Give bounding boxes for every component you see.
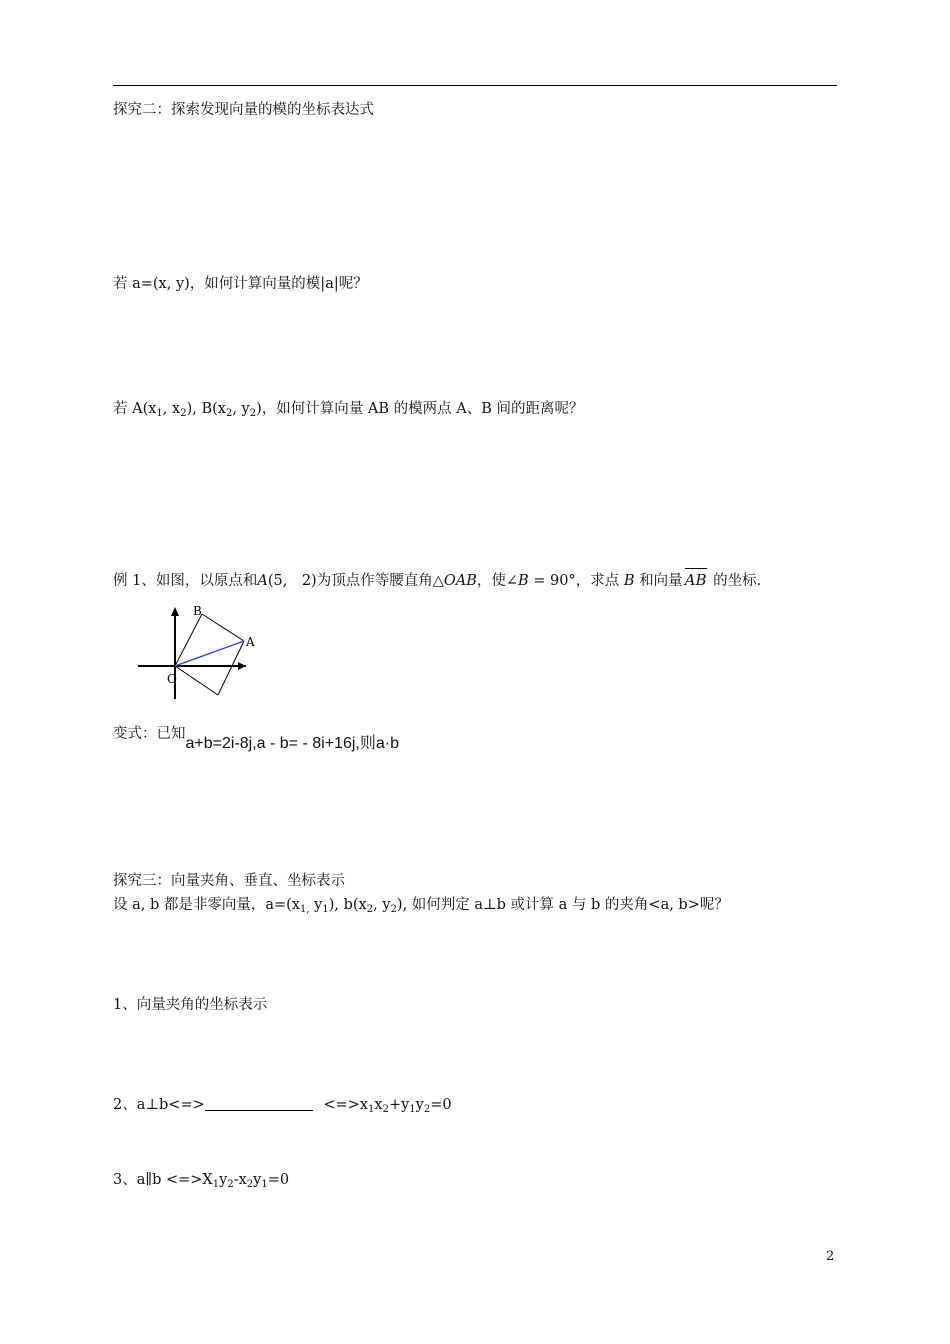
question-modulus: 若 a=(x, y)，如何计算向量的模|a|呢？	[113, 276, 368, 292]
vector-ab: AB	[684, 571, 707, 589]
section-heading-3: 探究三：向量夹角、垂直、坐标表示	[113, 873, 345, 889]
setup-question: 设 a, b 都是非零向量，$a=(x_{1,}$ $y_1$), $b(x_2$, $y_2$), 如何判定 a⊥b 或计算 a 与 b 的夹角<a, b>呢？	[113, 897, 729, 915]
section-heading-2: 探究二：探索发现向量的模的坐标表达式	[113, 102, 374, 118]
example-1: 例 1、如图，以原点和A(5, 2)为顶点作等腰直角△OAB，使∠B = 90°，求点 B 和向量 AB 的坐标.	[113, 571, 762, 589]
label-B: B	[193, 604, 202, 618]
example-figure	[138, 603, 268, 703]
segment-BA	[202, 614, 244, 641]
item-2: 2、a⊥b<=> $<=>x_1x_2+y_1y_2=0$	[113, 1097, 452, 1115]
answer-blank[interactable]	[205, 1096, 313, 1111]
item-3: 3、a∥b $<=>X_1y_2-x_2y_1=0$	[113, 1172, 290, 1190]
label-O: O	[167, 672, 177, 686]
y-axis-arrow	[171, 607, 179, 616]
page-number: 2	[826, 1249, 835, 1264]
variant-formula: a+b=2i-8j,a - b= - 8i+16j,则a·b	[185, 735, 399, 752]
segment-CO	[175, 666, 218, 695]
header-rule	[113, 85, 837, 86]
item-1: 1、向量夹角的坐标表示	[113, 997, 268, 1013]
variant-problem: 变式：已知a+b=2i-8j,a - b= - 8i+16j,则a·b	[113, 726, 399, 752]
label-A: A	[246, 635, 255, 649]
triangle-diagram	[138, 603, 268, 699]
x-axis-arrow	[238, 662, 246, 670]
question-distance: 若 $A(x_1$, $x_2$), $B(x_2$, $y_2$)，如何计算向量 AB 的模两点 A、B 间的距离呢？	[113, 401, 584, 419]
